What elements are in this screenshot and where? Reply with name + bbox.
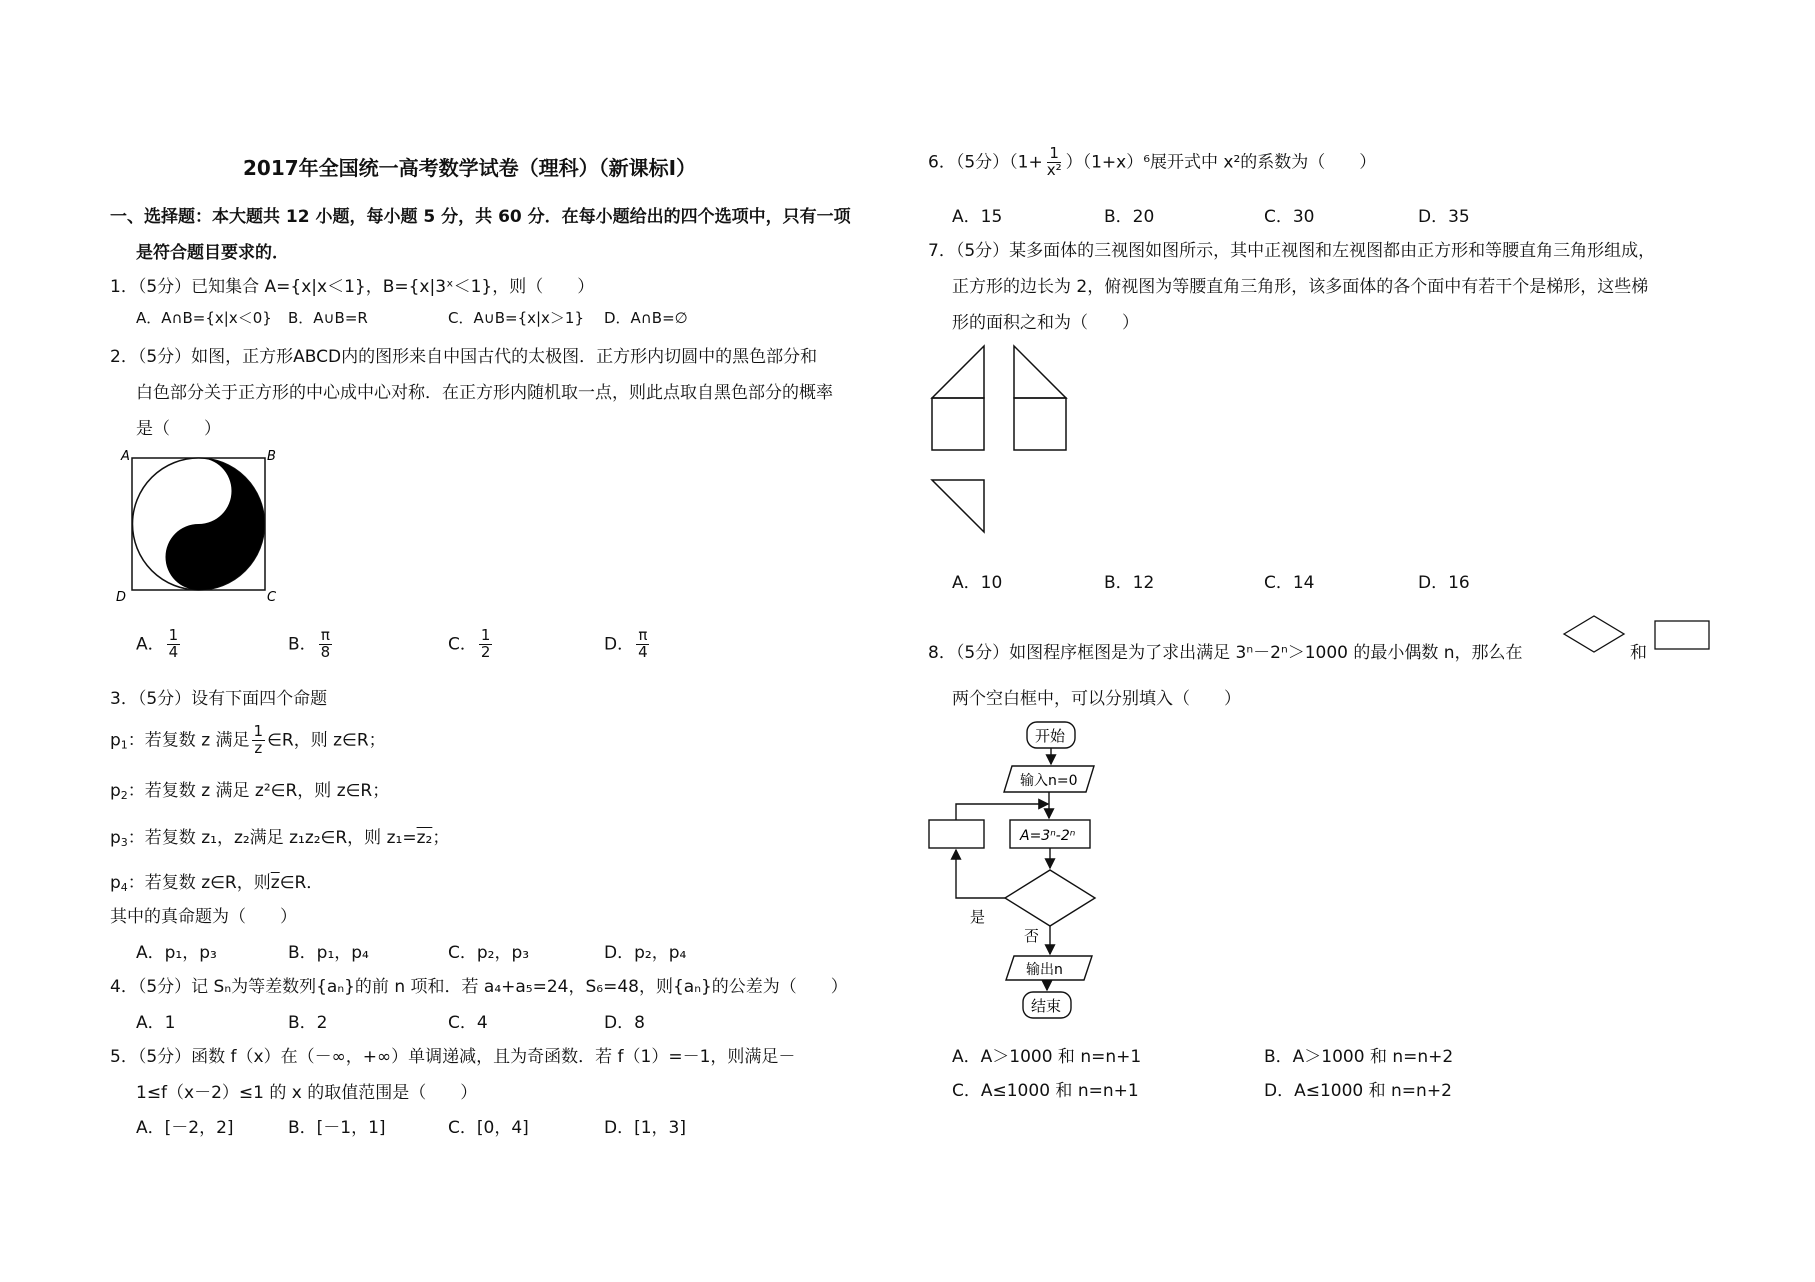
q8-option-b: B．A＞1000 和 n=n+2 [1264,1047,1454,1067]
blank-diamond-icon [1562,614,1626,654]
front-view-square [932,398,984,450]
flow-decision-diamond [1005,870,1095,926]
q3-p3: $p_3$：若复数 z₁，z₂满足 z₁z₂∈R，则 z₁=z₂； [110,828,450,849]
q6-option-b: B．20 [1104,207,1155,227]
q8-line2: 两个空白框中，可以分别填入（ ） [952,689,1241,709]
paper-title: 2017年全国统一高考数学试卷（理科）（新课标I） [243,156,697,180]
label-c: C [267,590,277,605]
top-view-triangle [932,480,984,532]
flow-yes-label: 是 [970,908,986,926]
q8-option-d: D．A≤1000 和 n=n+2 [1264,1081,1452,1101]
label-d: D [116,590,127,605]
q3-option-c: C．p₂，p₃ [448,943,530,963]
q3-ask: 其中的真命题为（ ） [110,907,297,927]
q1-option-b: B．A∪B=R [288,309,368,327]
q5-option-a: A．[－2，2] [136,1118,234,1138]
q7-line2: 正方形的边长为 2，俯视图为等腰直角三角形，该多面体的各个面中有若干个是梯形，这些梯 [952,277,1649,297]
q3-p1: $p_1$：若复数 z 满足 $\frac{1}{z}$ ∈R，则 z∈R； [110,722,386,757]
q2-line1: 2．（5分）如图，正方形ABCD内的图形来自中国古代的太极图．正方形内切圆中的黑色部分和 [110,347,818,367]
q4-option-b: B．2 [288,1013,328,1033]
q2-line2: 白色部分关于正方形的中心成中心对称．在正方形内随机取一点，则此点取自黑色部分的概率 [136,383,833,403]
q5-option-b: B．[－1，1] [288,1118,386,1138]
q3-option-d: D．p₂，p₄ [604,943,687,963]
q1-option-a: A．A∩B={x|x＜0} [136,309,272,327]
q1-option-c: C．A∪B={x|x＞1} [448,309,585,327]
q6-option-a: A．15 [952,207,1003,227]
flow-start-text: 开始 [1035,727,1066,745]
side-view-triangle [1014,346,1066,398]
front-view-triangle [932,346,984,398]
q7-option-d: D．16 [1418,573,1470,593]
q6-stem: 6．（5分）（1+ $\frac{1}{\text{x²}}$ ）（1+x）⁶展开式中 x²的系数为（ ） [928,144,1377,179]
q8-option-a: A．A＞1000 和 n=n+1 [952,1047,1142,1067]
q7-option-b: B．12 [1104,573,1155,593]
flow-output-text: 输出n [1026,962,1063,978]
flow-blank-rect [929,820,984,848]
q6-option-d: D．35 [1418,207,1470,227]
q3-p2: $p_2$：若复数 z 满足 z²∈R，则 z∈R； [110,781,390,802]
flow-no-label: 否 [1024,927,1040,945]
q3-p4: $p_4$：若复数 z∈R，则$\overline{z}\in R$． [110,873,324,894]
taiji-black-dot [193,551,205,563]
q2-option-a: A． $\frac{1}{4}$ [136,626,179,661]
q4-option-c: C．4 [448,1013,488,1033]
flowchart [928,718,1098,1020]
side-view-square [1014,398,1066,450]
section-heading-line2: 是符合题目要求的． [136,243,289,263]
label-a: A [121,449,130,464]
q8-line1: 8．（5分）如图程序框图是为了求出满足 3ⁿ－2ⁿ＞1000 的最小偶数 n，那么在 [928,643,1523,663]
q2-option-c: C． $\frac{1}{2}$ [448,626,491,661]
three-view-figure [928,340,1078,540]
q7-line3: 形的面积之和为（ ） [952,313,1139,333]
q5-option-d: D．[1，3] [604,1118,686,1138]
label-b: B [267,449,276,464]
taiji-figure [112,448,292,608]
section-heading-line1: 一、选择题：本大题共 12 小题，每小题 5 分，共 60 分．在每小题给出的四个选项中，只有一项 [110,207,851,227]
q4-stem: 4．（5分）记 Sₙ为等差数列{aₙ}的前 n 项和．若 a₄+a₅=24，S₆=48，则{aₙ}的公差为（ ） [110,977,848,997]
blank-rectangle-icon [1654,620,1710,650]
q7-option-a: A．10 [952,573,1003,593]
q7-line1: 7．（5分）某多面体的三视图如图所示，其中正视图和左视图都由正方形和等腰直角三角形组成， [928,241,1656,261]
q8-he: 和 [1630,643,1647,663]
q2-option-b: B． $\frac{\pi}{8}$ [288,626,331,661]
q1-option-d: D．A∩B=∅ [604,309,688,327]
taiji-white-dot [193,485,205,497]
q4-option-d: D．8 [604,1013,645,1033]
q7-option-c: C．14 [1264,573,1315,593]
flow-input-text: 输入n=0 [1020,773,1078,789]
q2-option-d: D． $\frac{\pi}{4}$ [604,626,648,661]
q1-stem: 1．（5分）已知集合 A={x|x＜1}，B={x|3ˣ＜1}，则（ ） [110,277,595,297]
q5-line1: 5．（5分）函数 f（x）在（－∞，+∞）单调递减，且为奇函数．若 f（1）=－1，则满足－ [110,1047,796,1067]
q8-option-c: C．A≤1000 和 n=n+1 [952,1081,1139,1101]
q3-option-b: B．p₁，p₄ [288,943,369,963]
q4-option-a: A．1 [136,1013,176,1033]
flow-assign-text: A=3ⁿ-2ⁿ [1020,828,1076,844]
q6-option-c: C．30 [1264,207,1315,227]
flow-end-text: 结束 [1031,997,1062,1015]
q3-stem: 3．（5分）设有下面四个命题 [110,689,328,709]
q5-line2: 1≤f（x－2）≤1 的 x 的取值范围是（ ） [136,1083,478,1103]
q5-option-c: C．[0，4] [448,1118,529,1138]
q3-option-a: A．p₁，p₃ [136,943,217,963]
q2-line3: 是（ ） [136,419,221,439]
